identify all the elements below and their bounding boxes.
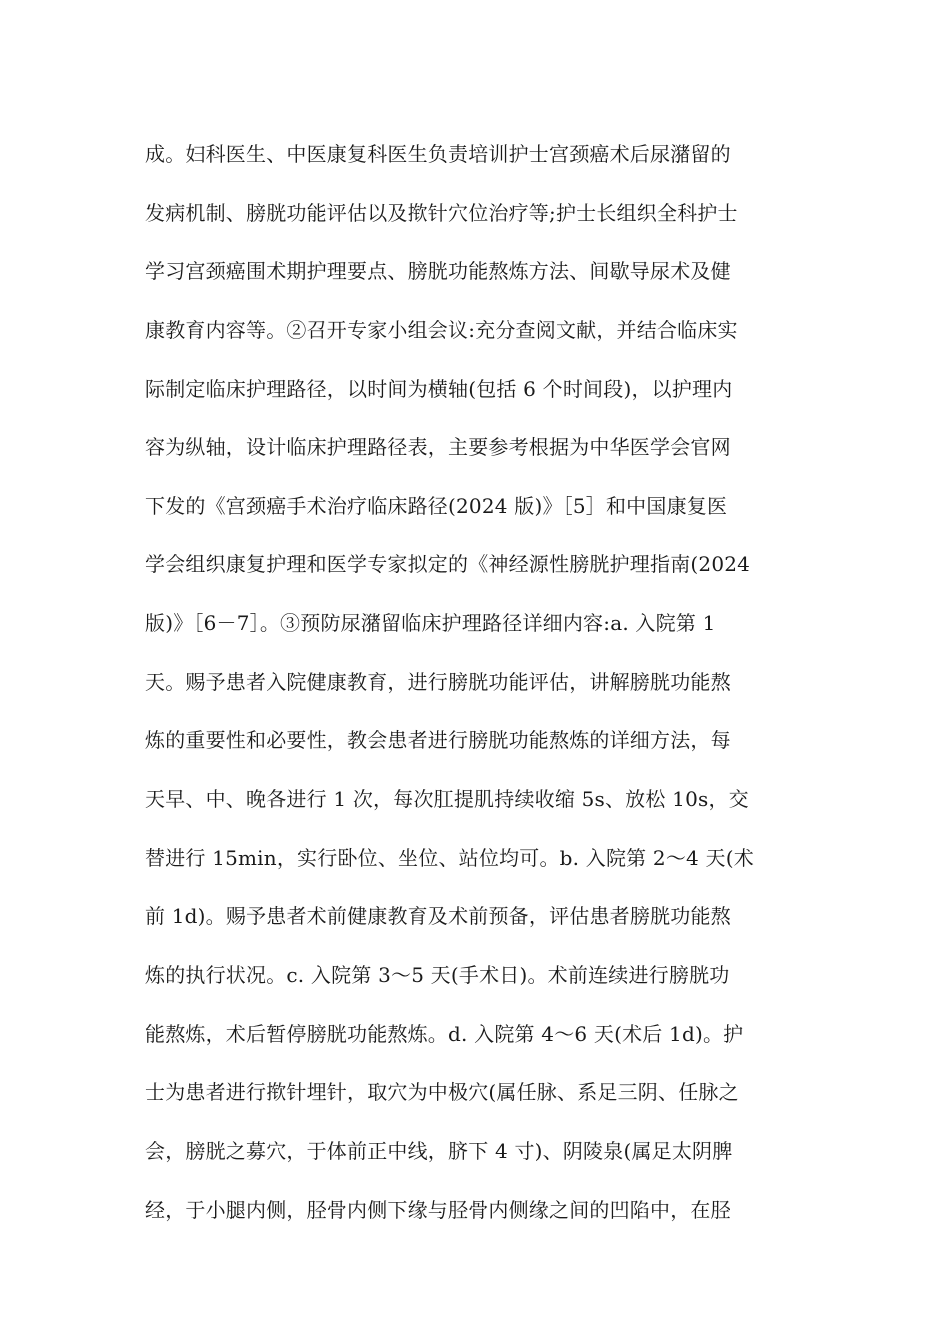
text-line: 学会组织康复护理和医学专家拟定的《神经源性膀胱护理指南(2024 (145, 552, 751, 577)
text-line: 发病机制、膀胱功能评估以及揿针穴位治疗等;护士长组织全科护士 (145, 200, 738, 225)
text-line: 际制定临床护理路径，以时间为横轴(包括 6 个时间段)，以护理内 (145, 376, 733, 401)
text-line: 康教育内容等。②召开专家小组会议:充分查阅文献，并结合临床实 (145, 317, 738, 342)
text-line: 能熬炼，术后暂停膀胱功能熬炼。d. 入院第 4～6 天(术后 1d)。护 (145, 1021, 744, 1046)
text-line: 前 1d)。赐予患者术前健康教育及术前预备，评估患者膀胱功能熬 (145, 904, 731, 929)
text-line: 容为纵轴，设计临床护理路径表，主要参考根据为中华医学会官网 (145, 435, 731, 460)
text-line: 炼的执行状况。c. 入院第 3～5 天(手术日)。术前连续进行膀胱功 (145, 962, 730, 987)
text-line: 成。妇科医生、中医康复科医生负责培训护士宫颈癌术后尿潴留的 (145, 142, 731, 166)
text-line: 学习宫颈癌围术期护理要点、膀胱功能熬炼方法、间歇导尿术及健 (145, 259, 731, 284)
text-line: 下发的《宫颈癌手术治疗临床路径(2024 版)》［5］和中国康复医 (145, 493, 728, 518)
body-text (145, 134, 810, 1248)
text-line: 会，膀胱之募穴，于体前正中线，脐下 4 寸)、阴陵泉(属足太阴脾 (145, 1138, 733, 1163)
text-line: 天早、中、晚各进行 1 次，每次肛提肌持续收缩 5s、放松 10s，交 (145, 787, 749, 812)
text-line: 经，于小腿内侧，胫骨内侧下缘与胫骨内侧缘之间的凹陷中，在胫 (145, 1197, 731, 1222)
text-line: 天。赐予患者入院健康教育，进行膀胱功能评估，讲解膀胱功能熬 (145, 669, 731, 694)
text-line: 士为患者进行揿针埋针，取穴为中极穴(属任脉、系足三阴、任脉之 (145, 1080, 739, 1105)
text-line: 炼的重要性和必要性，教会患者进行膀胱功能熬炼的详细方法，每 (145, 728, 731, 753)
text-line: 替进行 15min，实行卧位、坐位、站位均可。b. 入院第 2～4 天(术 (145, 845, 754, 870)
text-line: 版)》［6－7］。③预防尿潴留临床护理路径详细内容:a. 入院第 1 (145, 611, 716, 636)
